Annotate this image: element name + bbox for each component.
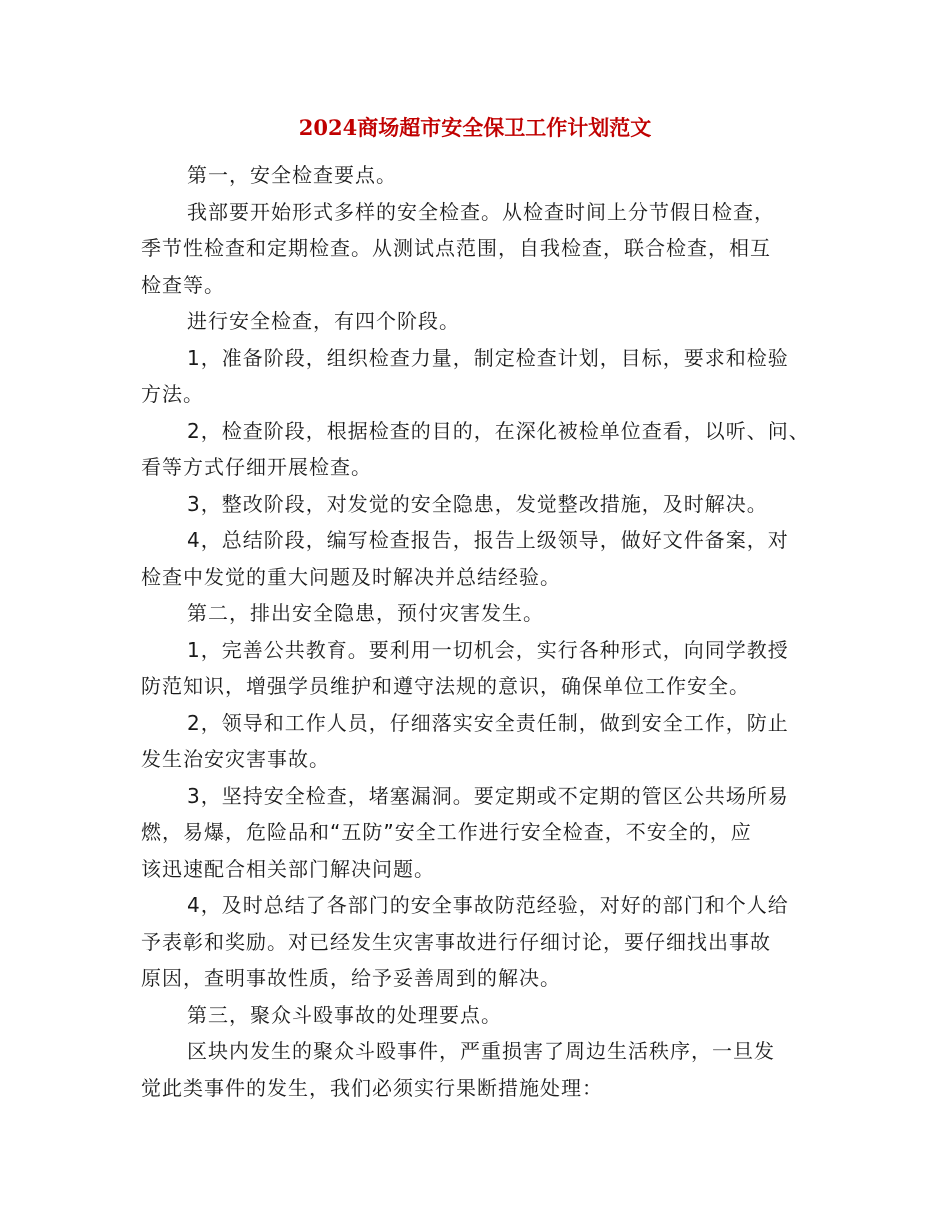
paragraph-line: 检查中发觉的重大问题及时解决并总结经验。 — [141, 564, 561, 589]
paragraph — [141, 522, 811, 595]
paragraph-line: 2，检查阶段，根据检查的目的，在深化被检单位查看，以听、问、 — [187, 418, 810, 443]
paragraph — [141, 194, 811, 304]
paragraph-line: 防范知识，增强学员维护和遵守法规的意识，确保单位工作安全。 — [141, 674, 750, 698]
paragraph-line: 4，总结阶段，编写检查报告，报告上级领导，做好文件备案，对 — [187, 528, 789, 552]
paragraph-line: 方法。 — [141, 382, 204, 406]
paragraph-line: 看等方式仔细开展检查。 — [141, 455, 372, 479]
paragraph — [141, 340, 811, 413]
paragraph-line: 1，准备阶段，组织检查力量，制定检查计划，目标，要求和检验 — [187, 345, 789, 370]
paragraph-line: 第三，聚众斗殴事故的处理要点。 — [187, 1002, 502, 1027]
paragraph — [141, 595, 811, 632]
paragraph-line: 第二，排出安全隐患，预付灾害发生。 — [187, 601, 544, 625]
paragraph-line: 第一，安全检查要点。 — [187, 163, 397, 187]
paragraph-line: 进行安全检查，有四个阶段。 — [187, 309, 460, 333]
paragraph — [141, 157, 811, 194]
paragraph-line: 该迅速配合相关部门解决问题。 — [141, 856, 435, 881]
paragraph — [141, 705, 811, 778]
paragraph — [141, 778, 811, 888]
paragraph — [141, 1033, 811, 1106]
paragraph-line: 检查等。 — [141, 272, 225, 297]
paragraph — [141, 997, 811, 1034]
document-title: 2024商场超市安全保卫工作计划范文 — [298, 115, 652, 140]
paragraph-line: 原因，查明事故性质，给予妥善周到的解决。 — [141, 966, 561, 990]
paragraph-line: 发生治安灾害事故。 — [141, 747, 330, 771]
paragraph-line: 燃，易爆，危险品和“五防”安全工作进行安全检查，不安全的，应 — [141, 820, 752, 844]
paragraph-line: 3，整改阶段，对发觉的安全隐患，发觉整改措施，及时解决。 — [187, 491, 768, 516]
paragraph-line: 1，完善公共教育。要利用一切机会，实行各种形式，向同学教授 — [187, 637, 789, 662]
paragraph-line: 季节性检查和定期检查。从测试点范围，自我检查，联合检查，相互 — [141, 236, 771, 260]
paragraph — [141, 303, 811, 340]
paragraph — [141, 887, 811, 997]
paragraph — [141, 486, 811, 523]
paragraph-line: 4，及时总结了各部门的安全事故防范经验，对好的部门和个人给 — [187, 893, 789, 917]
paragraph-line: 我部要开始形式多样的安全检查。从检查时间上分节假日检查， — [187, 199, 775, 224]
paragraph — [141, 632, 811, 705]
paragraph-line: 2，领导和工作人员，仔细落实安全责任制，做到安全工作，防止 — [187, 710, 789, 735]
paragraph-line: 区块内发生的聚众斗殴事件，严重损害了周边生活秩序，一旦发 — [187, 1039, 775, 1063]
paragraph-line: 觉此类事件的发生，我们必须实行果断措施处理： — [141, 1075, 603, 1100]
paragraph — [141, 413, 811, 486]
paragraph-line: 3，坚持安全检查，堵塞漏洞。要定期或不定期的管区公共场所易 — [187, 783, 789, 808]
paragraph-line: 予表彰和奖励。对已经发生灾害事故进行仔细讨论，要仔细找出事故 — [141, 929, 771, 954]
document-body — [141, 157, 811, 1106]
